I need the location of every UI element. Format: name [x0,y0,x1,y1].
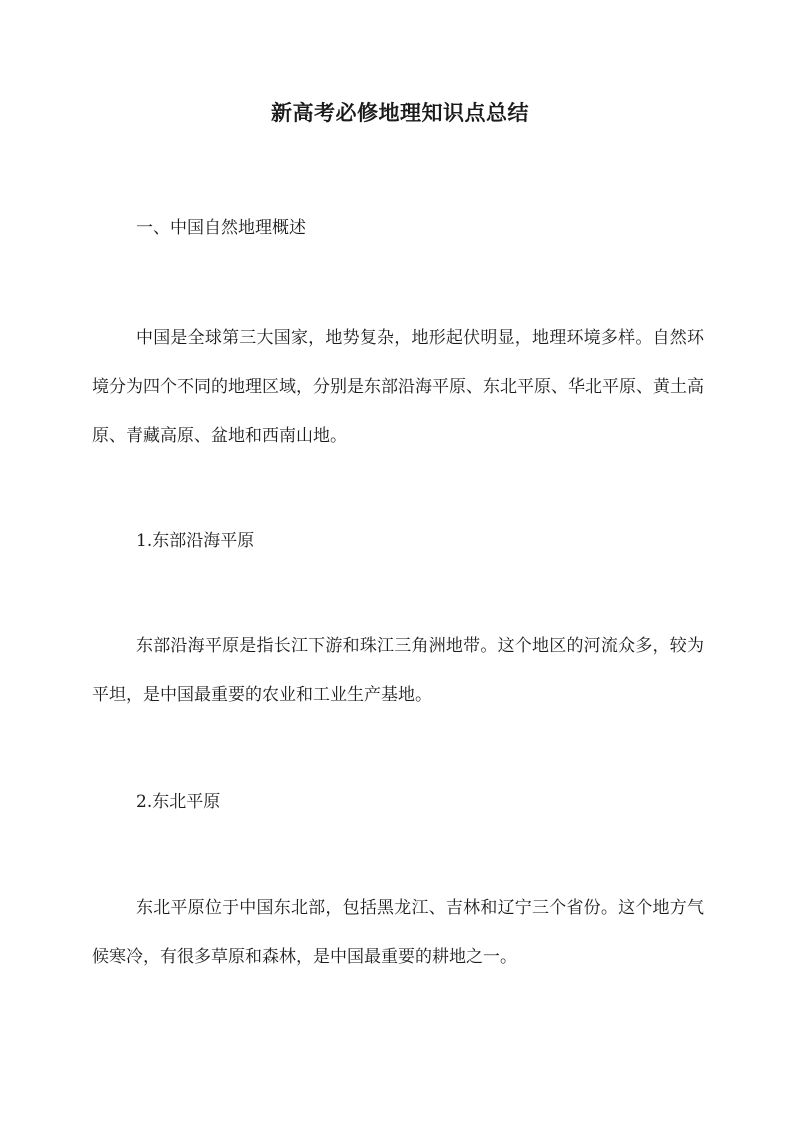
subsection-heading-eastern-coastal-plain: 1.东部沿海平原 [136,531,255,551]
document-title: 新高考必修地理知识点总结 [271,100,529,125]
eastern-coastal-plain-paragraph: 东部沿海平原是指长江下游和珠江三角洲地带。这个地区的河流众多，较为平坦，是中国最重要的农业和工业生产基地。 [92,636,704,705]
section-heading-overview: 一、中国自然地理概述 [136,218,306,238]
subsection-heading-northeast-plain: 2.东北平原 [136,792,221,812]
northeast-plain-paragraph: 东北平原位于中国东北部，包括黑龙江、吉林和辽宁三个省份。这个地方气候寒冷，有很多草原和森林，是中国最重要的耕地之一。 [92,898,704,967]
intro-paragraph: 中国是全球第三大国家，地势复杂，地形起伏明显，地理环境多样。自然环境分为四个不同的地理区域，分别是东部沿海平原、东北平原、华北平原、黄土高原、青藏高原、盆地和西南山地。 [92,328,704,446]
